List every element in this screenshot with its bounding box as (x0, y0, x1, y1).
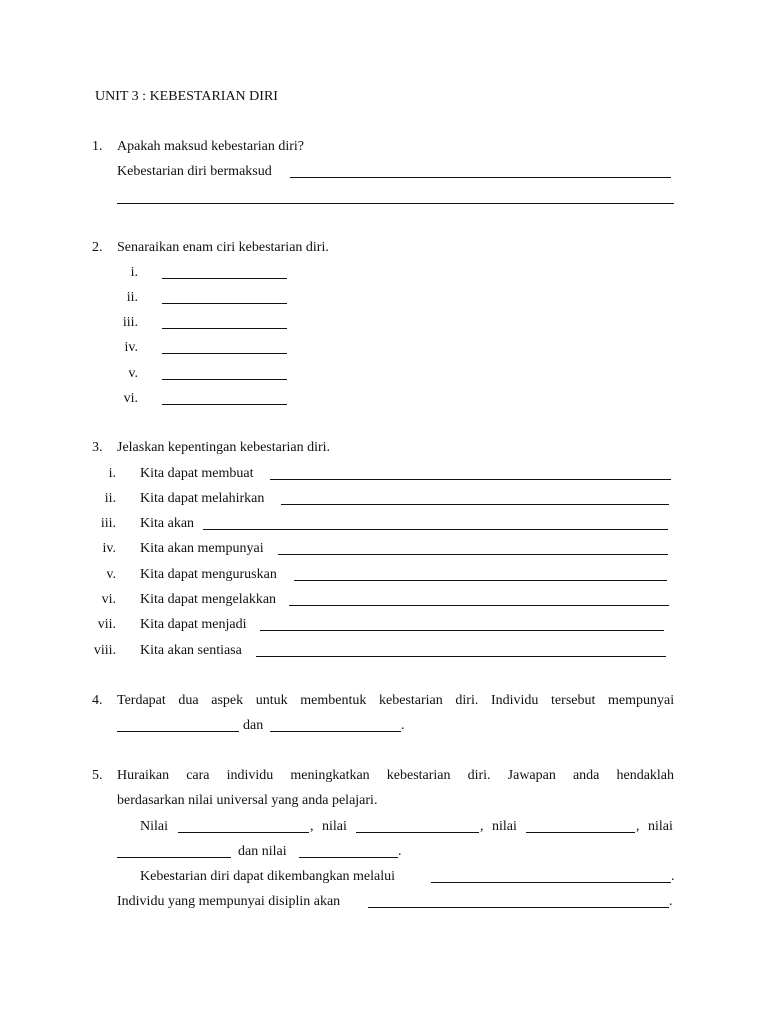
q2-item-number: iii. (122, 315, 138, 330)
q5-nilai-label: nilai (492, 819, 517, 834)
page-title: UNIT 3 : KEBESTARIAN DIRI (95, 89, 278, 104)
q5-nilai-answer-line[interactable] (178, 832, 309, 833)
q4-word: membentuk (300, 693, 367, 708)
q5-comma: , (480, 819, 484, 834)
q3-answer-line[interactable] (294, 580, 667, 581)
q5-disiplin-answer-line[interactable] (368, 907, 669, 908)
q3-item-text: Kita akan sentiasa (140, 643, 242, 658)
q3-answer-line[interactable] (203, 529, 668, 530)
q1-number: 1. (92, 139, 103, 154)
q3-item-number: v. (106, 567, 116, 582)
q3-answer-line[interactable] (270, 479, 671, 480)
q5-word: diri. (467, 768, 491, 783)
q5-word: cara (186, 768, 210, 783)
q1-answer-line-2[interactable] (117, 203, 674, 204)
q4-text-line-1 (117, 692, 674, 710)
q3-answer-line[interactable] (256, 656, 666, 657)
q4-word: dua (178, 693, 199, 708)
q5-word: hendaklah (616, 768, 675, 783)
q3-answer-line[interactable] (289, 605, 669, 606)
q4-conjunction: dan (243, 718, 264, 733)
q3-item-text: Kita dapat melahirkan (140, 491, 265, 506)
q5-text-line-1 (117, 767, 674, 785)
q4-word: untuk (255, 693, 288, 708)
q2-item-number: iv. (124, 340, 138, 355)
q5-dan-nilai: dan nilai (238, 844, 287, 859)
q5-dikembangkan-answer-line[interactable] (431, 882, 671, 883)
q5-comma: , (636, 819, 640, 834)
q5-comma: , (310, 819, 314, 834)
q3-item-text: Kita dapat menjadi (140, 617, 247, 632)
q4-answer-line-1[interactable] (117, 731, 239, 732)
q1-question: Apakah maksud kebestarian diri? (117, 139, 304, 154)
q5-nilai-answer-line[interactable] (299, 857, 398, 858)
q4-answer-line-2[interactable] (270, 731, 401, 732)
q3-item-number: viii. (93, 643, 116, 658)
q5-end-period: . (398, 844, 402, 859)
q3-item-number: vii. (97, 617, 116, 632)
q3-item-number: ii. (104, 491, 116, 506)
q3-item-text: Kita dapat membuat (140, 466, 254, 481)
q3-question: Jelaskan kepentingan kebestarian diri. (117, 440, 331, 455)
q4-word: Terdapat (117, 693, 166, 708)
q5-nilai-answer-line[interactable] (117, 857, 231, 858)
q2-item-number: v. (128, 366, 138, 381)
q4-end-period: . (401, 718, 405, 733)
q2-item-number: ii. (126, 290, 138, 305)
q5-word: kebestarian (386, 768, 451, 783)
q3-item-number: i. (108, 466, 116, 481)
q5-word: Jawapan (507, 768, 556, 783)
q3-item-text: Kita akan mempunyai (140, 541, 264, 556)
q5-nilai-label: nilai (322, 819, 347, 834)
q2-number: 2. (92, 240, 103, 255)
q4-word: mempunyai (608, 693, 675, 708)
q3-item-text: Kita dapat mengelakkan (140, 592, 277, 607)
q5-nilai-label: nilai (648, 819, 673, 834)
q5-word: meningkatkan (290, 768, 370, 783)
q5-number: 5. (92, 768, 103, 783)
q5-nilai-answer-line[interactable] (356, 832, 479, 833)
q1-answer-prompt: Kebestarian diri bermaksud (117, 164, 272, 179)
q3-answer-line[interactable] (281, 504, 669, 505)
q5-word: Huraikan (117, 768, 170, 783)
q3-item-number: vi. (101, 592, 116, 607)
q4-word: Individu (490, 693, 539, 708)
q2-answer-line[interactable] (162, 379, 287, 380)
q3-item-number: iv. (102, 541, 116, 556)
q5-word: individu (226, 768, 274, 783)
q5-text-line-2: berdasarkan nilai universal yang anda pelajari. (117, 793, 378, 808)
q5-word: anda (572, 768, 600, 783)
q4-word: kebestarian (379, 693, 443, 708)
q5-end-period: . (669, 894, 673, 909)
q2-answer-line[interactable] (162, 353, 287, 354)
q3-answer-line[interactable] (278, 554, 668, 555)
q3-number: 3. (92, 440, 103, 455)
q5-disiplin-text: Individu yang mempunyai disiplin akan (117, 894, 341, 909)
q4-number: 4. (92, 693, 103, 708)
q5-nilai-label: Nilai (140, 819, 168, 834)
q2-answer-line[interactable] (162, 328, 287, 329)
q1-answer-line-1[interactable] (290, 177, 671, 178)
q5-nilai-answer-line[interactable] (526, 832, 635, 833)
q3-item-number: iii. (100, 516, 116, 531)
q2-item-number: i. (130, 265, 138, 280)
q4-word: diri. (455, 693, 479, 708)
q2-answer-line[interactable] (162, 404, 287, 405)
q2-question: Senaraikan enam ciri kebestarian diri. (117, 240, 329, 255)
q3-item-text: Kita dapat menguruskan (140, 567, 277, 582)
q5-end-period: . (671, 869, 675, 884)
q4-word: aspek (211, 693, 244, 708)
q3-answer-line[interactable] (260, 630, 664, 631)
q2-answer-line[interactable] (162, 303, 287, 304)
q5-dikembangkan-text: Kebestarian diri dapat dikembangkan melalui (140, 869, 396, 884)
q2-item-number: vi. (123, 391, 138, 406)
q2-answer-line[interactable] (162, 278, 287, 279)
q4-word: tersebut (551, 693, 596, 708)
q3-item-text: Kita akan (140, 516, 195, 531)
